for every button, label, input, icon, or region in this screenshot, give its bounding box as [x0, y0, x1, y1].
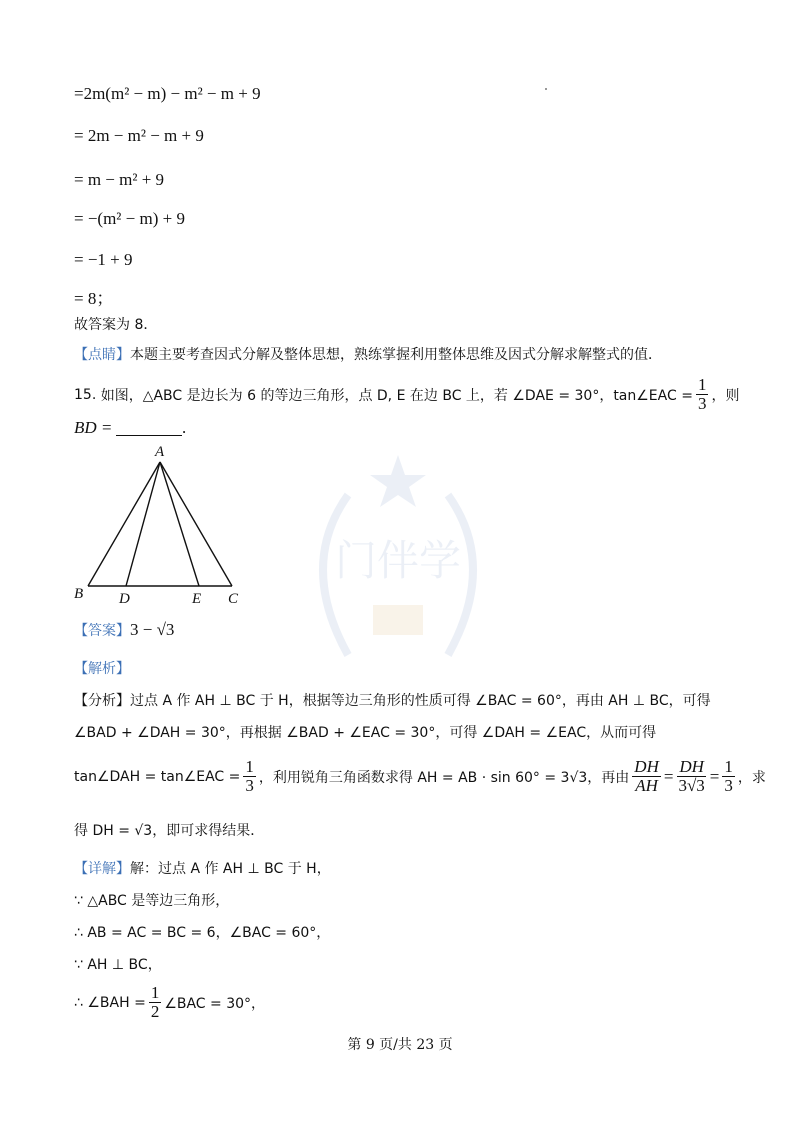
analysis-tag: 【解析】 — [74, 661, 130, 677]
frac-4-den: 3 — [724, 776, 733, 795]
detail-tag: 【详解】 — [74, 861, 130, 877]
frac-1 — [243, 758, 256, 795]
vertex-a: A — [155, 444, 165, 460]
analysis-line-3 — [74, 758, 766, 795]
bd-label: BD = — [74, 418, 113, 437]
detail-line-4: ∵ AH ⊥ BC， — [74, 957, 162, 973]
equals-2: = — [709, 766, 720, 786]
fraction-numerator: 1 — [697, 375, 707, 394]
detail-line-5 — [74, 984, 265, 1021]
frac-half-den: 2 — [150, 1002, 160, 1021]
segment-ae — [160, 462, 199, 586]
point-d: D — [119, 591, 130, 607]
svg-text:门伴学: 门伴学 — [334, 536, 462, 585]
side-ac — [160, 462, 232, 586]
frac-2-den: AH — [635, 776, 658, 795]
step-4: = −(m² − m) + 9 — [74, 209, 185, 228]
analysis-l1: 过点 A 作 AH ⊥ BC 于 H，根据等边三角形的性质可得 ∠BAC = 60°，再由 AH ⊥ BC，可得 — [130, 693, 711, 709]
detail-line-3: ∴ AB = AC = BC = 6，∠BAC = 60°， — [74, 925, 331, 941]
detail-line-2: ∵ △ABC 是等边三角形， — [74, 893, 230, 909]
answer-blank — [116, 421, 182, 436]
analysis-l3b: ，利用锐角三角函数求得 AH = AB · sin 60° = 3√3，再由 — [258, 769, 630, 786]
frac-3 — [676, 758, 706, 795]
step-1: =2m(m² − m) − m² − m + 9 — [74, 84, 261, 103]
step-5: = −1 + 9 — [74, 250, 133, 269]
frac-3-num: DH — [679, 757, 704, 776]
frac-half — [149, 984, 162, 1021]
step-6: = 8； — [74, 289, 114, 308]
answer-note: 故答案为 8． — [74, 317, 158, 333]
frac-half-num: 1 — [150, 983, 160, 1002]
step-3: = m − m² + 9 — [74, 170, 165, 189]
watermark-logo — [278, 455, 518, 685]
detail-l5b: ∠BAC = 30°， — [164, 995, 266, 1012]
detail-l1: 解：过点 A 作 AH ⊥ BC 于 H， — [130, 861, 331, 877]
frac-4 — [722, 758, 735, 795]
answer-line — [74, 620, 174, 640]
fraction-denominator: 3 — [697, 394, 707, 413]
problem-line-1 — [74, 376, 739, 413]
detail-line-1 — [74, 858, 331, 878]
vertex-b: B — [74, 586, 84, 602]
frac-1-num: 1 — [245, 757, 254, 776]
detail-l5a: ∴ ∠BAH = — [74, 994, 146, 1011]
answer-tag: 【答案】 — [74, 623, 130, 639]
triangle-figure — [70, 440, 260, 610]
problem-text-a: 如图，△ABC 是边长为 6 的等边三角形，点 D, E 在边 BC 上，若 ∠DAE = 30°，tan∠EAC = — [100, 387, 693, 404]
analysis-l3e: ，求 — [737, 769, 766, 786]
frac-1-den: 3 — [245, 776, 254, 795]
point-e: E — [192, 591, 202, 607]
frac-3-den: 3√3 — [678, 776, 705, 795]
analysis-l3a: tan∠DAH = tan∠EAC = — [74, 768, 241, 785]
answer-value: 3 − √3 — [130, 620, 175, 639]
speck — [545, 88, 547, 90]
step-2: = 2m − m² − m + 9 — [74, 126, 204, 145]
comment-tag: 【点睛】 — [74, 347, 130, 363]
comment-text: 本题主要考查因式分解及整体思想，熟练掌握利用整体思维及因式分解求解整式的值． — [130, 347, 662, 363]
frac-2 — [632, 758, 661, 795]
vertex-c: C — [228, 591, 239, 607]
side-ab — [88, 462, 160, 586]
fenxi-tag: 【分析】 — [74, 693, 130, 709]
page-footer: 第 9 页/共 23 页 — [347, 1037, 453, 1053]
comment — [74, 344, 662, 364]
analysis-line-2: ∠BAD + ∠DAH = 30°，再根据 ∠BAD + ∠EAC = 30°，可得 ∠DAH = ∠EAC，从而可得 — [74, 725, 657, 741]
analysis-line-4: 得 DH = √3，即可求得结果． — [74, 823, 265, 839]
problem-fraction — [696, 376, 709, 413]
frac-2-num: DH — [634, 757, 659, 776]
analysis-line-1 — [74, 690, 711, 710]
problem-number: 15. — [74, 386, 97, 403]
problem-line-2: BD = . — [74, 418, 187, 437]
problem-text-b: ，则 — [711, 387, 740, 404]
segment-ad — [126, 462, 160, 586]
equals-1: = — [663, 766, 674, 786]
frac-4-num: 1 — [724, 757, 733, 776]
